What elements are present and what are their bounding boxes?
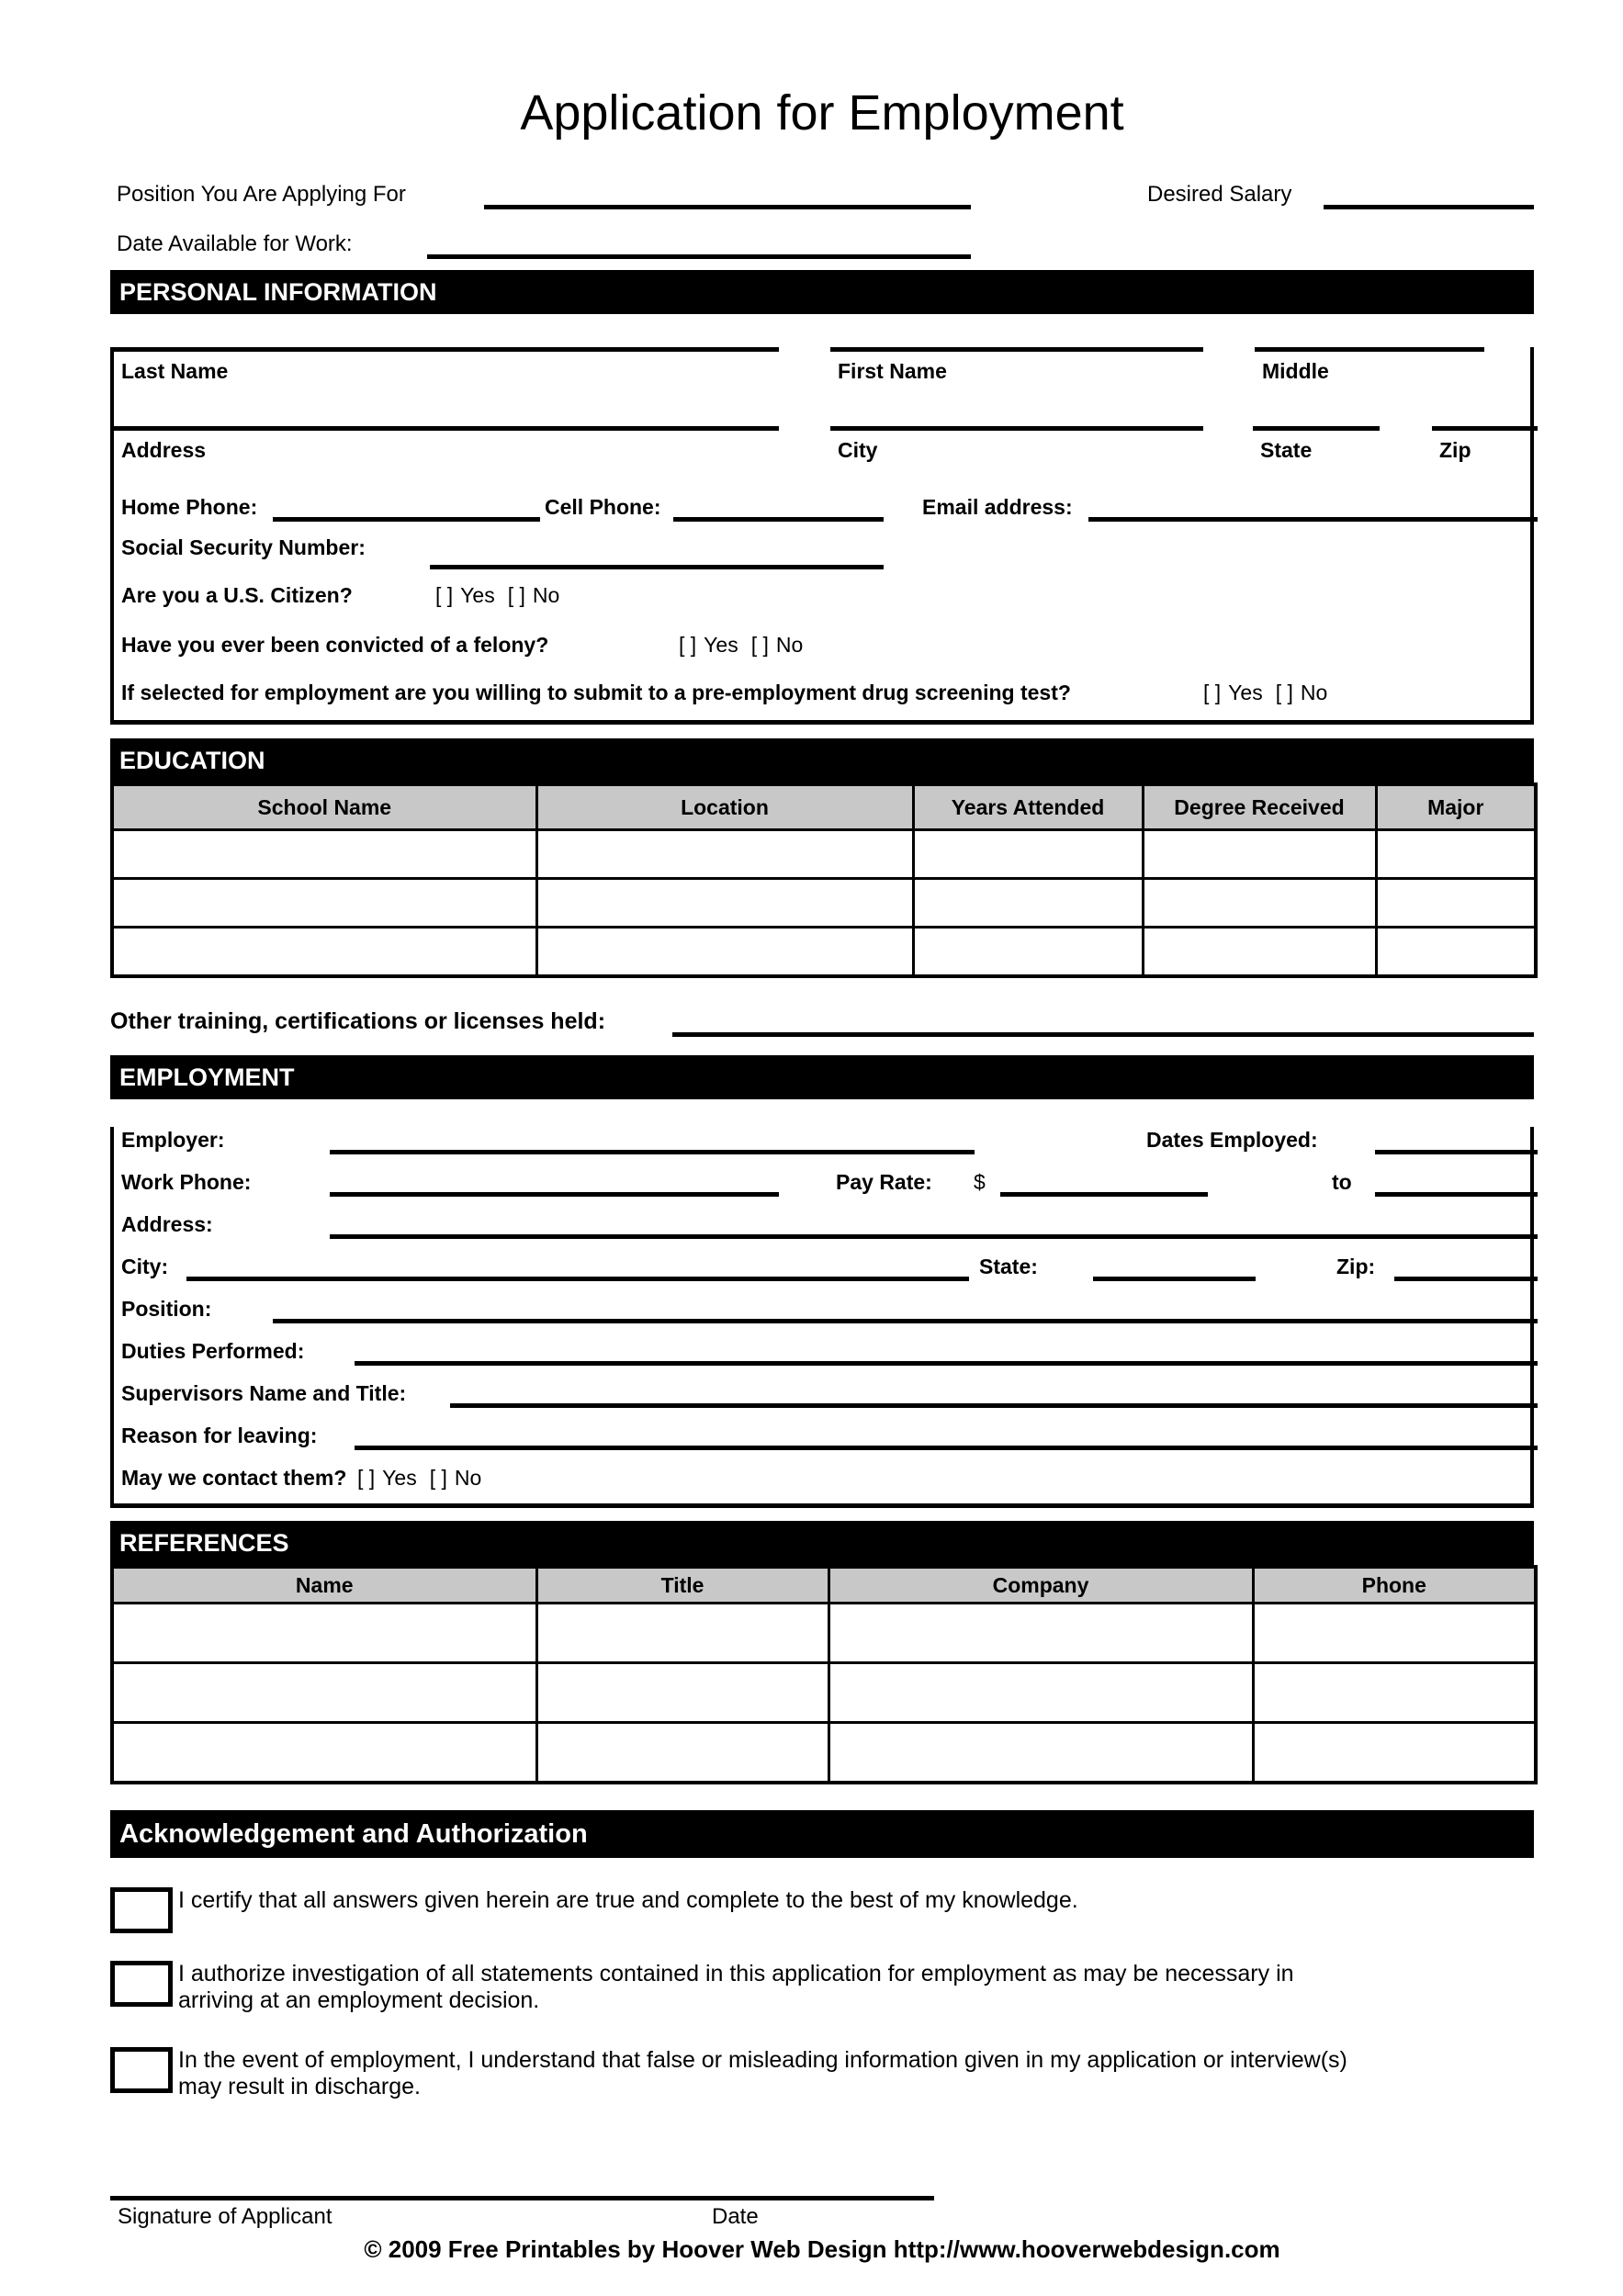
address-label: Address (121, 438, 207, 462)
yes-label: Yes (382, 1466, 417, 1490)
city-label: City (838, 438, 878, 462)
references-cell[interactable] (1253, 1604, 1536, 1663)
middle-name-input-line[interactable] (1255, 347, 1484, 352)
education-header: EDUCATION (110, 738, 1534, 782)
employer-label: Employer: (121, 1128, 225, 1152)
discharge-checkbox[interactable] (110, 2047, 173, 2093)
references-cell[interactable] (112, 1663, 536, 1723)
no-label: No (775, 633, 804, 657)
address-input-line[interactable] (114, 426, 779, 431)
no-label: No (454, 1466, 482, 1490)
home-phone-label: Home Phone: (121, 495, 258, 519)
certify-statement: I certify that all answers given herein are true and complete to the best of my knowledge. (178, 1887, 1078, 1913)
drug-test-question-row (114, 676, 1530, 707)
no-label: No (532, 583, 560, 607)
duties-input-line[interactable] (355, 1361, 1538, 1366)
citizen-question-row (114, 579, 1530, 610)
drug-test-question-label: If selected for employment are you willing to submit to a pre-employment drug screening test? (121, 681, 1071, 704)
education-cell[interactable] (1143, 928, 1376, 977)
citizen-yesno (435, 583, 559, 608)
supervisors-row (114, 1380, 1530, 1408)
name-fields-row (114, 347, 1530, 389)
phones-row (114, 490, 1530, 522)
column-major: Major (1376, 784, 1536, 830)
employment-box-spacer (114, 1492, 1530, 1503)
employer-address-label: Address: (121, 1212, 213, 1236)
personal-box-spacer (114, 707, 1530, 720)
contact-yesno (357, 1466, 481, 1491)
city-input-line[interactable] (830, 426, 1203, 431)
ssn-row (114, 531, 1530, 562)
education-cell[interactable] (913, 830, 1143, 879)
form-content (110, 0, 1534, 2264)
zip-label: Zip (1439, 438, 1471, 462)
education-cell[interactable] (1376, 830, 1536, 879)
last-name-label: Last Name (121, 359, 229, 383)
date-label: Date (712, 2204, 759, 2229)
desired-salary-input-line[interactable] (1324, 205, 1534, 209)
education-cell[interactable] (913, 928, 1143, 977)
page-title: Application for Employment (520, 85, 1124, 141)
employer-city-label: City: (121, 1255, 169, 1278)
contact-question-row (114, 1465, 1530, 1492)
citizen-no-checkbox[interactable]: [ ] (507, 583, 525, 607)
position-held-input-line[interactable] (273, 1319, 1538, 1323)
education-cell[interactable] (1143, 879, 1376, 928)
references-cell[interactable] (1253, 1723, 1536, 1784)
reason-leaving-row (114, 1423, 1530, 1450)
other-training-label: Other training, certifications or licenses held: (110, 1008, 606, 1034)
column-phone: Phone (1253, 1567, 1536, 1604)
contact-yes-checkbox[interactable]: [ ] (357, 1466, 376, 1490)
column-school-name: School Name (112, 784, 536, 830)
references-cell[interactable] (828, 1663, 1253, 1723)
employer-address-row (114, 1211, 1530, 1239)
references-row (112, 1723, 1536, 1784)
felony-yes-checkbox[interactable]: [ ] (679, 633, 697, 657)
signature-labels-row (110, 2200, 1534, 2232)
email-input-line[interactable] (1088, 517, 1538, 522)
state-input-line[interactable] (1253, 426, 1380, 431)
pay-rate-input-line[interactable] (1000, 1192, 1208, 1197)
date-available-row (110, 226, 1534, 259)
pay-rate-label: Pay Rate: (836, 1170, 932, 1194)
employer-state-input-line[interactable] (1093, 1277, 1256, 1281)
position-held-row (114, 1296, 1530, 1323)
employer-zip-input-line[interactable] (1394, 1277, 1538, 1281)
references-cell[interactable] (536, 1663, 828, 1723)
position-held-label: Position: (121, 1297, 212, 1321)
felony-yesno (679, 633, 803, 658)
certify-item (110, 1887, 1534, 1933)
discharge-statement: In the event of employment, I understand that false or misleading information given in my application or interview(s) may result in discharge. (178, 2047, 1347, 2099)
dates-employed-from-line[interactable] (1375, 1150, 1538, 1154)
column-title: Title (536, 1567, 828, 1604)
cell-phone-input-line[interactable] (673, 517, 884, 522)
references-header-row (112, 1567, 1536, 1604)
references-cell[interactable] (112, 1723, 536, 1784)
authorize-item (110, 1961, 1534, 2014)
supervisors-input-line[interactable] (450, 1403, 1538, 1408)
education-cell[interactable] (536, 830, 913, 879)
position-input-line[interactable] (484, 205, 971, 209)
education-table (110, 782, 1538, 978)
reason-leaving-label: Reason for leaving: (121, 1424, 318, 1447)
ssn-label: Social Security Number: (121, 535, 366, 559)
references-cell[interactable] (1253, 1663, 1536, 1723)
duties-label: Duties Performed: (121, 1339, 305, 1363)
education-cell[interactable] (1376, 928, 1536, 977)
felony-no-checkbox[interactable]: [ ] (750, 633, 769, 657)
acknowledgement-header: Acknowledgement and Authorization (110, 1810, 1534, 1858)
education-cell[interactable] (112, 928, 536, 977)
education-cell[interactable] (112, 879, 536, 928)
copyright-footer: © 2009 Free Printables by Hoover Web Design http://www.hooverwebdesign.com (364, 2235, 1280, 2263)
employer-state-label: State: (979, 1255, 1038, 1278)
work-phone-label: Work Phone: (121, 1170, 252, 1194)
drug-yes-checkbox[interactable]: [ ] (1203, 681, 1222, 704)
middle-name-label: Middle (1262, 359, 1329, 383)
last-name-input-line[interactable] (114, 347, 779, 352)
references-header: REFERENCES (110, 1521, 1534, 1565)
state-label: State (1260, 438, 1313, 462)
email-label: Email address: (922, 495, 1073, 519)
references-table (110, 1565, 1538, 1784)
citizen-question-label: Are you a U.S. Citizen? (121, 583, 353, 607)
date-available-input-line[interactable] (427, 254, 971, 259)
drug-no-checkbox[interactable]: [ ] (1275, 681, 1293, 704)
references-cell[interactable] (828, 1604, 1253, 1663)
employer-city-input-line[interactable] (186, 1277, 969, 1281)
position-row (110, 176, 1534, 209)
contact-no-checkbox[interactable]: [ ] (429, 1466, 447, 1490)
authorize-checkbox[interactable] (110, 1961, 173, 2007)
column-location: Location (536, 784, 913, 830)
education-row (112, 928, 1536, 977)
employer-zip-label: Zip: (1336, 1255, 1376, 1278)
pay-rate-to-label: to (1332, 1170, 1352, 1194)
references-cell[interactable] (112, 1604, 536, 1663)
other-training-row (110, 1006, 1534, 1037)
no-label: No (1300, 681, 1328, 704)
duties-row (114, 1338, 1530, 1366)
ssn-input-line[interactable] (430, 565, 884, 569)
cell-phone-label: Cell Phone: (545, 495, 661, 519)
education-cell[interactable] (536, 928, 913, 977)
address-fields-row (114, 426, 1530, 468)
authorize-statement: I authorize investigation of all statements contained in this application for employment as may be necessary in arriving at an employment decision. (178, 1961, 1294, 2013)
work-phone-row (114, 1169, 1530, 1197)
personal-information-box (110, 347, 1534, 725)
education-cell[interactable] (536, 879, 913, 928)
education-cell[interactable] (913, 879, 1143, 928)
dates-employed-to-line[interactable] (1375, 1192, 1538, 1197)
employer-address-input-line[interactable] (330, 1234, 1538, 1239)
other-training-input-line[interactable] (672, 1032, 1534, 1037)
first-name-label: First Name (838, 359, 947, 383)
employer-input-line[interactable] (330, 1150, 975, 1154)
work-phone-input-line[interactable] (330, 1192, 779, 1197)
contact-question-label: May we contact them? (121, 1466, 347, 1490)
certify-checkbox[interactable] (110, 1887, 173, 1933)
education-cell[interactable] (112, 830, 536, 879)
references-row (112, 1663, 1536, 1723)
employer-city-row (114, 1254, 1530, 1281)
references-cell[interactable] (536, 1604, 828, 1663)
personal-information-header: PERSONAL INFORMATION (110, 270, 1534, 314)
employer-row (114, 1127, 1530, 1154)
date-available-label: Date Available for Work: (117, 231, 353, 256)
currency-symbol: $ (974, 1170, 986, 1194)
education-header-row (112, 784, 1536, 830)
drug-test-yesno (1203, 681, 1327, 705)
education-cell[interactable] (1376, 879, 1536, 928)
discharge-item (110, 2047, 1534, 2100)
citizen-yes-checkbox[interactable]: [ ] (435, 583, 454, 607)
column-degree-received: Degree Received (1143, 784, 1376, 830)
education-row (112, 879, 1536, 928)
zip-input-line[interactable] (1432, 426, 1538, 431)
signature-label: Signature of Applicant (118, 2204, 332, 2229)
desired-salary-label: Desired Salary (1147, 182, 1292, 207)
education-cell[interactable] (1143, 830, 1376, 879)
home-phone-input-line[interactable] (273, 517, 540, 522)
column-name: Name (112, 1567, 536, 1604)
employment-box (110, 1127, 1534, 1508)
felony-question-row (114, 628, 1530, 659)
education-row (112, 830, 1536, 879)
position-label: Position You Are Applying For (117, 182, 406, 207)
references-cell[interactable] (536, 1723, 828, 1784)
reason-leaving-input-line[interactable] (355, 1446, 1538, 1450)
dates-employed-label: Dates Employed: (1146, 1128, 1318, 1152)
references-cell[interactable] (828, 1723, 1253, 1784)
first-name-input-line[interactable] (830, 347, 1203, 352)
felony-question-label: Have you ever been convicted of a felony? (121, 633, 549, 657)
references-row (112, 1604, 1536, 1663)
yes-label: Yes (704, 633, 738, 657)
employment-header: EMPLOYMENT (110, 1055, 1534, 1099)
column-years-attended: Years Attended (913, 784, 1143, 830)
yes-label: Yes (460, 583, 495, 607)
supervisors-label: Supervisors Name and Title: (121, 1381, 407, 1405)
yes-label: Yes (1228, 681, 1263, 704)
column-company: Company (828, 1567, 1253, 1604)
